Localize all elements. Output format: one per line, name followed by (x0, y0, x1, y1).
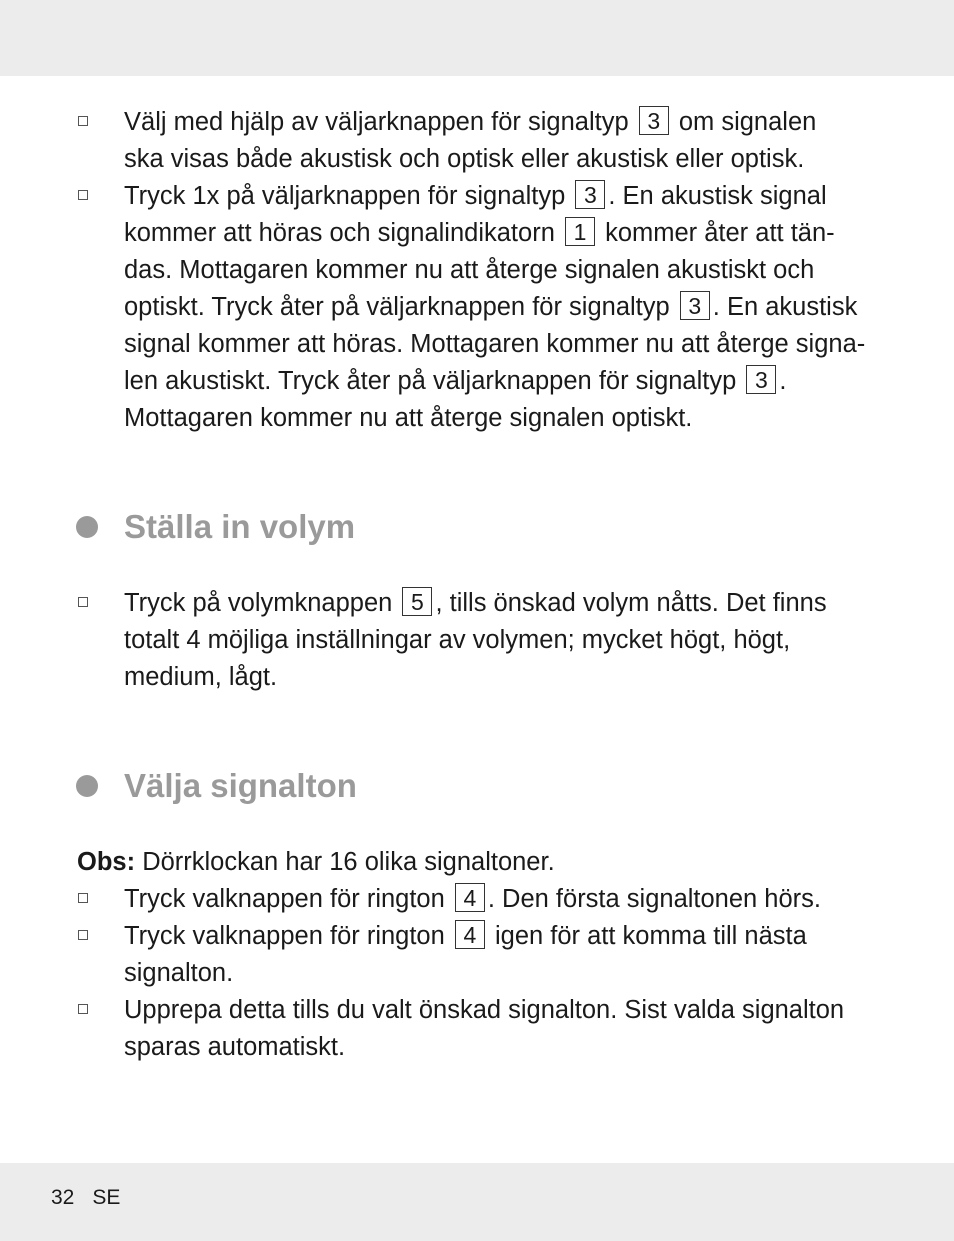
text-line: totalt 4 möjliga inställningar av volymen; mycket högt, högt, (124, 626, 791, 654)
heading-bullet-icon (76, 516, 98, 538)
text-line: Välj med hjälp av väljarknappen för signaltyp 3 om signalen (124, 108, 817, 136)
text-line: kommer att höras och signalindikatorn 1 kommer åter att tän- (124, 219, 835, 247)
checkbox-bullet-icon (78, 1004, 88, 1014)
heading-bullet-icon (76, 775, 98, 797)
list-item (124, 178, 884, 437)
text-line: len akustiskt. Tryck åter på väljarknappen för signaltyp 3 . (124, 367, 787, 395)
text-line: Tryck på volymknappen 5 , tills önskad volym nåtts. Det finns (124, 589, 827, 617)
text-line: Upprepa detta tills du valt önskad signalton. Sist valda signalton (124, 996, 845, 1024)
text-line: Tryck valknappen för rington 4 . Den första signaltonen hörs. (124, 885, 821, 913)
list-item (124, 992, 884, 1066)
text-line: Tryck valknappen för rington 4 igen för att komma till nästa (124, 922, 807, 950)
checkbox-bullet-icon (78, 930, 88, 940)
text-line: Mottagaren kommer nu att återge signalen optiskt. (124, 404, 693, 432)
list-item (124, 881, 884, 918)
text-line: Tryck 1x på väljarknappen för signaltyp 3 . En akustisk signal (124, 182, 827, 210)
checkbox-bullet-icon (78, 597, 88, 607)
checkbox-bullet-icon (78, 893, 88, 903)
key-reference: 4 (455, 883, 485, 912)
text-line: ska visas både akustisk och optisk eller akustisk eller optisk. (124, 145, 805, 173)
note-text: Dörrklockan har 16 olika signaltoner. (142, 848, 555, 876)
text-line: signalton. (124, 959, 234, 987)
page-footer (51, 1186, 120, 1210)
key-reference: 1 (565, 217, 595, 246)
page-number: 32 (51, 1186, 75, 1209)
list-item (124, 918, 884, 992)
language-code: SE (92, 1186, 121, 1209)
note (77, 844, 555, 881)
text-line: signal kommer att höras. Mottagaren kommer nu att återge signa- (124, 330, 866, 358)
note-label: Obs: (77, 848, 136, 876)
text-line: das. Mottagaren kommer nu att återge signalen akustiskt och (124, 256, 815, 284)
text-line: sparas automatiskt. (124, 1033, 346, 1061)
key-reference: 3 (575, 180, 605, 209)
footer-band (0, 1163, 954, 1241)
section-heading: Ställa in volym (124, 507, 355, 547)
section-heading: Välja signalton (124, 766, 357, 806)
checkbox-bullet-icon (78, 116, 88, 126)
key-reference: 4 (455, 920, 485, 949)
key-reference: 3 (639, 106, 669, 135)
list-item (124, 585, 884, 696)
header-band (0, 0, 954, 76)
key-reference: 3 (680, 291, 710, 320)
key-reference: 5 (402, 587, 432, 616)
checkbox-bullet-icon (78, 190, 88, 200)
list-item (124, 104, 884, 178)
key-reference: 3 (746, 365, 776, 394)
text-line: optiskt. Tryck åter på väljarknappen för signaltyp 3 . En akustisk (124, 293, 858, 321)
text-line: medium, lågt. (124, 663, 278, 691)
